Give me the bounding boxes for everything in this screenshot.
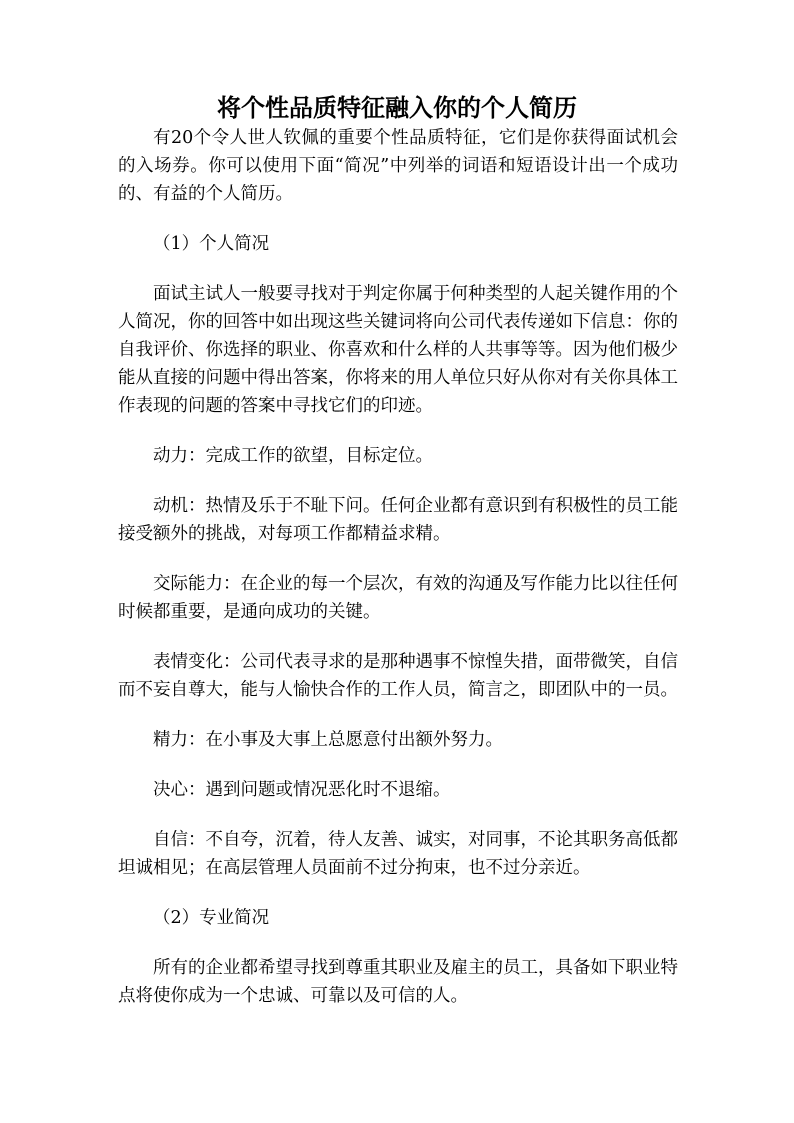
trait-communication: 交际能力：在企业的每一个层次，有效的沟通及写作能力比以往任何时候都重要，是通向成功的关键。	[118, 574, 678, 622]
document-body	[118, 124, 678, 1010]
page-title: 将个性品质特征融入你的个人简历	[217, 94, 577, 122]
section-2-body: 所有的企业都希望寻找到尊重其职业及雇主的员工，具备如下职业特点将使你成为一个忠诚、可靠以及可信的人。	[118, 958, 678, 1006]
trait-drive: 动力：完成工作的欲望，目标定位。	[153, 446, 433, 466]
trait-motivation: 动机：热情及乐于不耻下问。任何企业都有意识到有积极性的员工能接受额外的挑战，对每项工作都精益求精。	[118, 496, 678, 544]
trait-expression: 表情变化：公司代表寻求的是那种遇事不惊惶失措，面带微笑，自信而不妄自尊大，能与人愉快合作的工作人员，简言之，即团队中的一员。	[118, 652, 678, 700]
trait-determination: 决心：遇到问题或情况恶化时不退缩。	[153, 780, 451, 800]
section-1-body: 面试主试人一般要寻找对于判定你属于何种类型的人起关键作用的个人简况，你的回答中如出现这些关键词将向公司代表传递如下信息：你的自我评价、你选择的职业、你喜欢和什么样的人共事等等。因为他们极少能从直接的问题中得出答案，你将来的用人单位只好从你对有关你具体工作表现的问题的答案中寻找它们的印迹。	[118, 284, 678, 416]
trait-confidence: 自信：不自夸，沉着，待人友善、诚实，对同事，不论其职务高低都坦诚相见；在高层管理人员面前不过分拘束，也不过分亲近。	[118, 830, 678, 878]
intro-paragraph: 有20个令人世人钦佩的重要个性品质特征，它们是你获得面试机会的入场券。你可以使用下面“简况”中列举的词语和短语设计出一个成功的、有益的个人简历。	[118, 128, 678, 204]
section-1-heading: （1）个人简况	[153, 234, 270, 254]
trait-energy: 精力：在小事及大事上总愿意付出额外努力。	[153, 730, 503, 750]
section-2-heading: （2）专业简况	[153, 908, 270, 928]
